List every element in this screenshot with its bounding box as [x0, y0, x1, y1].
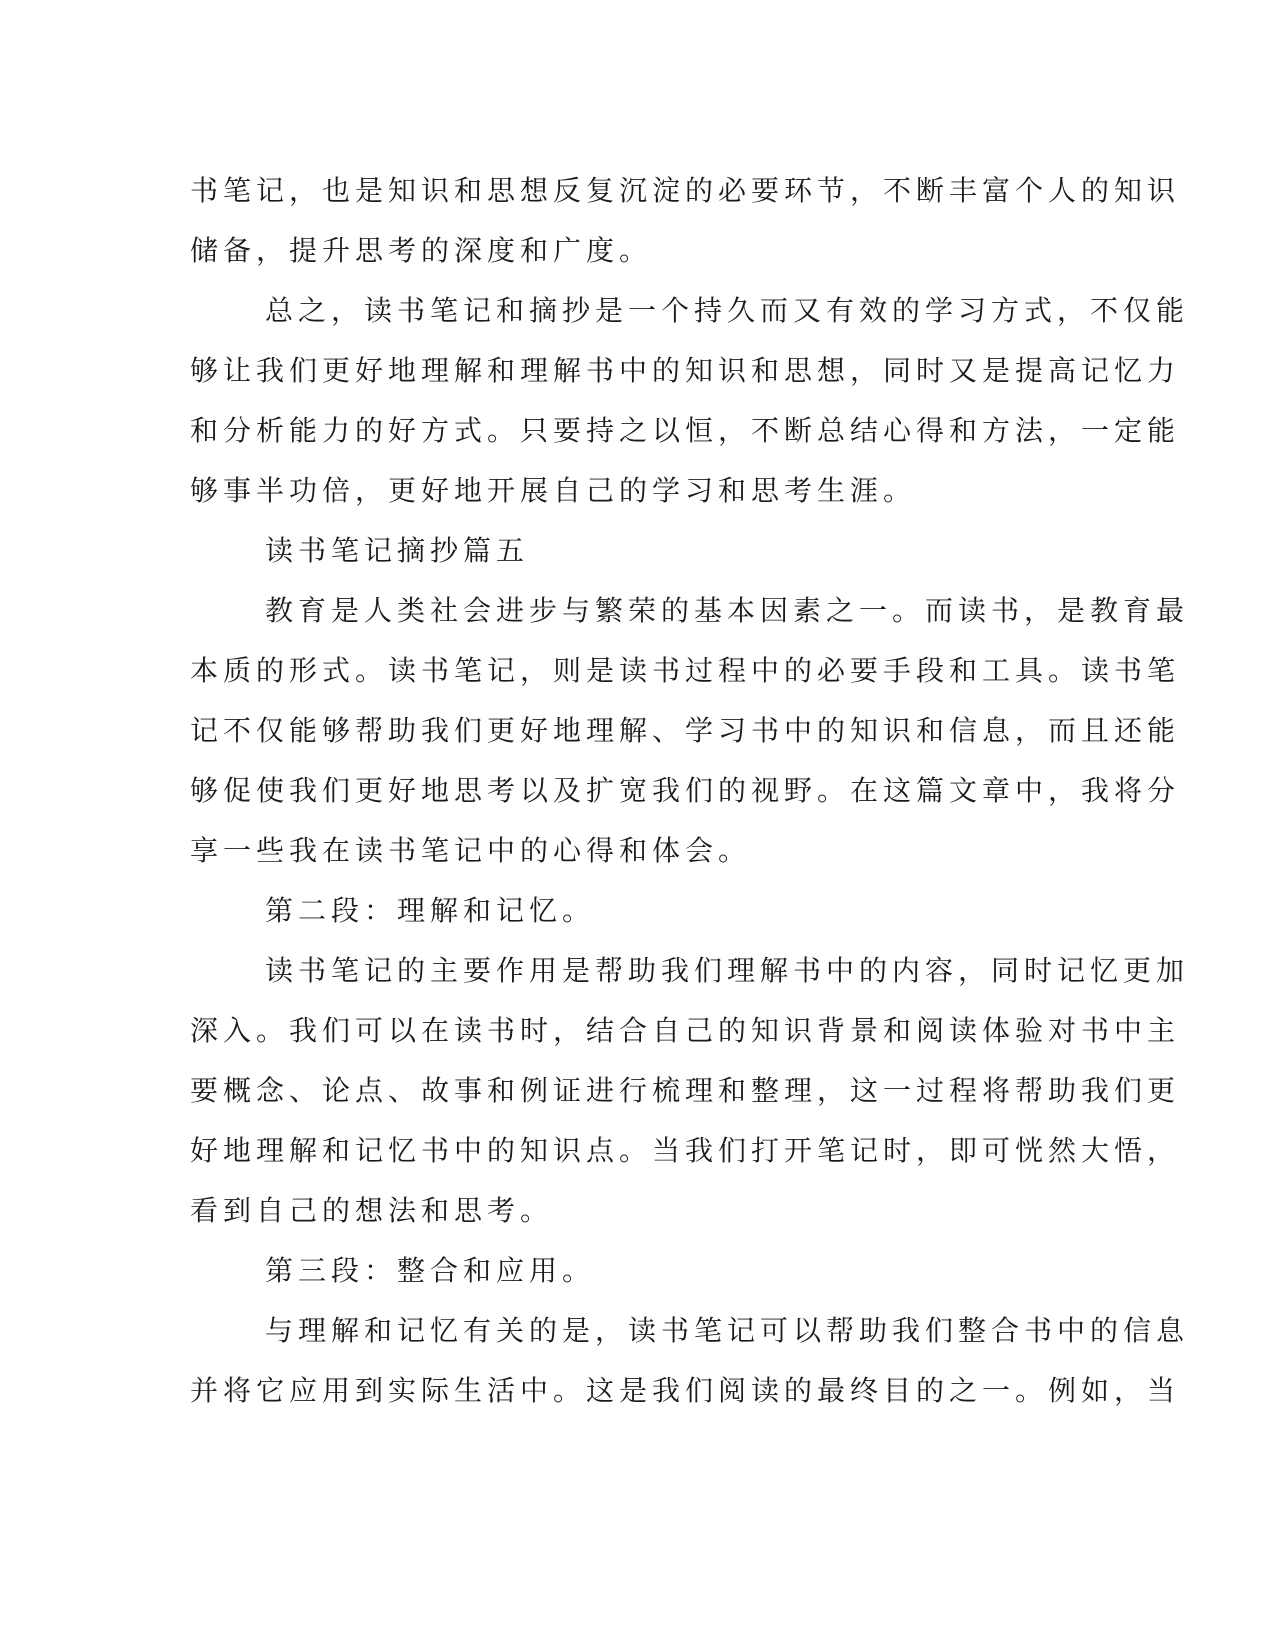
text-line: 深入。我们可以在读书时，结合自己的知识背景和阅读体验对书中主: [190, 1014, 1181, 1047]
text-line: 要概念、论点、故事和例证进行梳理和整理，这一过程将帮助我们更: [190, 1074, 1181, 1107]
text-line: 够事半功倍，更好地开展自己的学习和思考生涯。: [190, 474, 917, 507]
text-line: 第二段：理解和记忆。: [265, 894, 596, 927]
text-line: 总之，读书笔记和摘抄是一个持久而又有效的学习方式，不仅能: [265, 294, 1190, 327]
text-line: 本质的形式。读书笔记，则是读书过程中的必要手段和工具。读书笔: [190, 654, 1181, 687]
text-line: 好地理解和记忆书中的知识点。当我们打开笔记时，即可恍然大悟，: [190, 1134, 1181, 1167]
text-line: 读书笔记摘抄篇五: [265, 534, 530, 567]
text-line: 储备，提升思考的深度和广度。: [190, 234, 653, 267]
text-line: 书笔记，也是知识和思想反复沉淀的必要环节，不断丰富个人的知识: [190, 174, 1181, 207]
text-line: 教育是人类社会进步与繁荣的基本因素之一。而读书，是教育最: [265, 594, 1190, 627]
document-body: [190, 161, 1190, 1421]
text-line: 和分析能力的好方式。只要持之以恒，不断总结心得和方法，一定能: [190, 414, 1181, 447]
text-line: 读书笔记的主要作用是帮助我们理解书中的内容，同时记忆更加: [265, 954, 1190, 987]
text-line: 与理解和记忆有关的是，读书笔记可以帮助我们整合书中的信息: [265, 1314, 1190, 1347]
text-line: 够促使我们更好地思考以及扩宽我们的视野。在这篇文章中，我将分: [190, 774, 1181, 807]
text-line: 第三段：整合和应用。: [265, 1254, 596, 1287]
text-line: 并将它应用到实际生活中。这是我们阅读的最终目的之一。例如，当: [190, 1374, 1181, 1407]
text-line: 够让我们更好地理解和理解书中的知识和思想，同时又是提高记忆力: [190, 354, 1181, 387]
text-line: 记不仅能够帮助我们更好地理解、学习书中的知识和信息，而且还能: [190, 714, 1181, 747]
text-line: 看到自己的想法和思考。: [190, 1194, 554, 1227]
text-line: 享一些我在读书笔记中的心得和体会。: [190, 834, 752, 867]
